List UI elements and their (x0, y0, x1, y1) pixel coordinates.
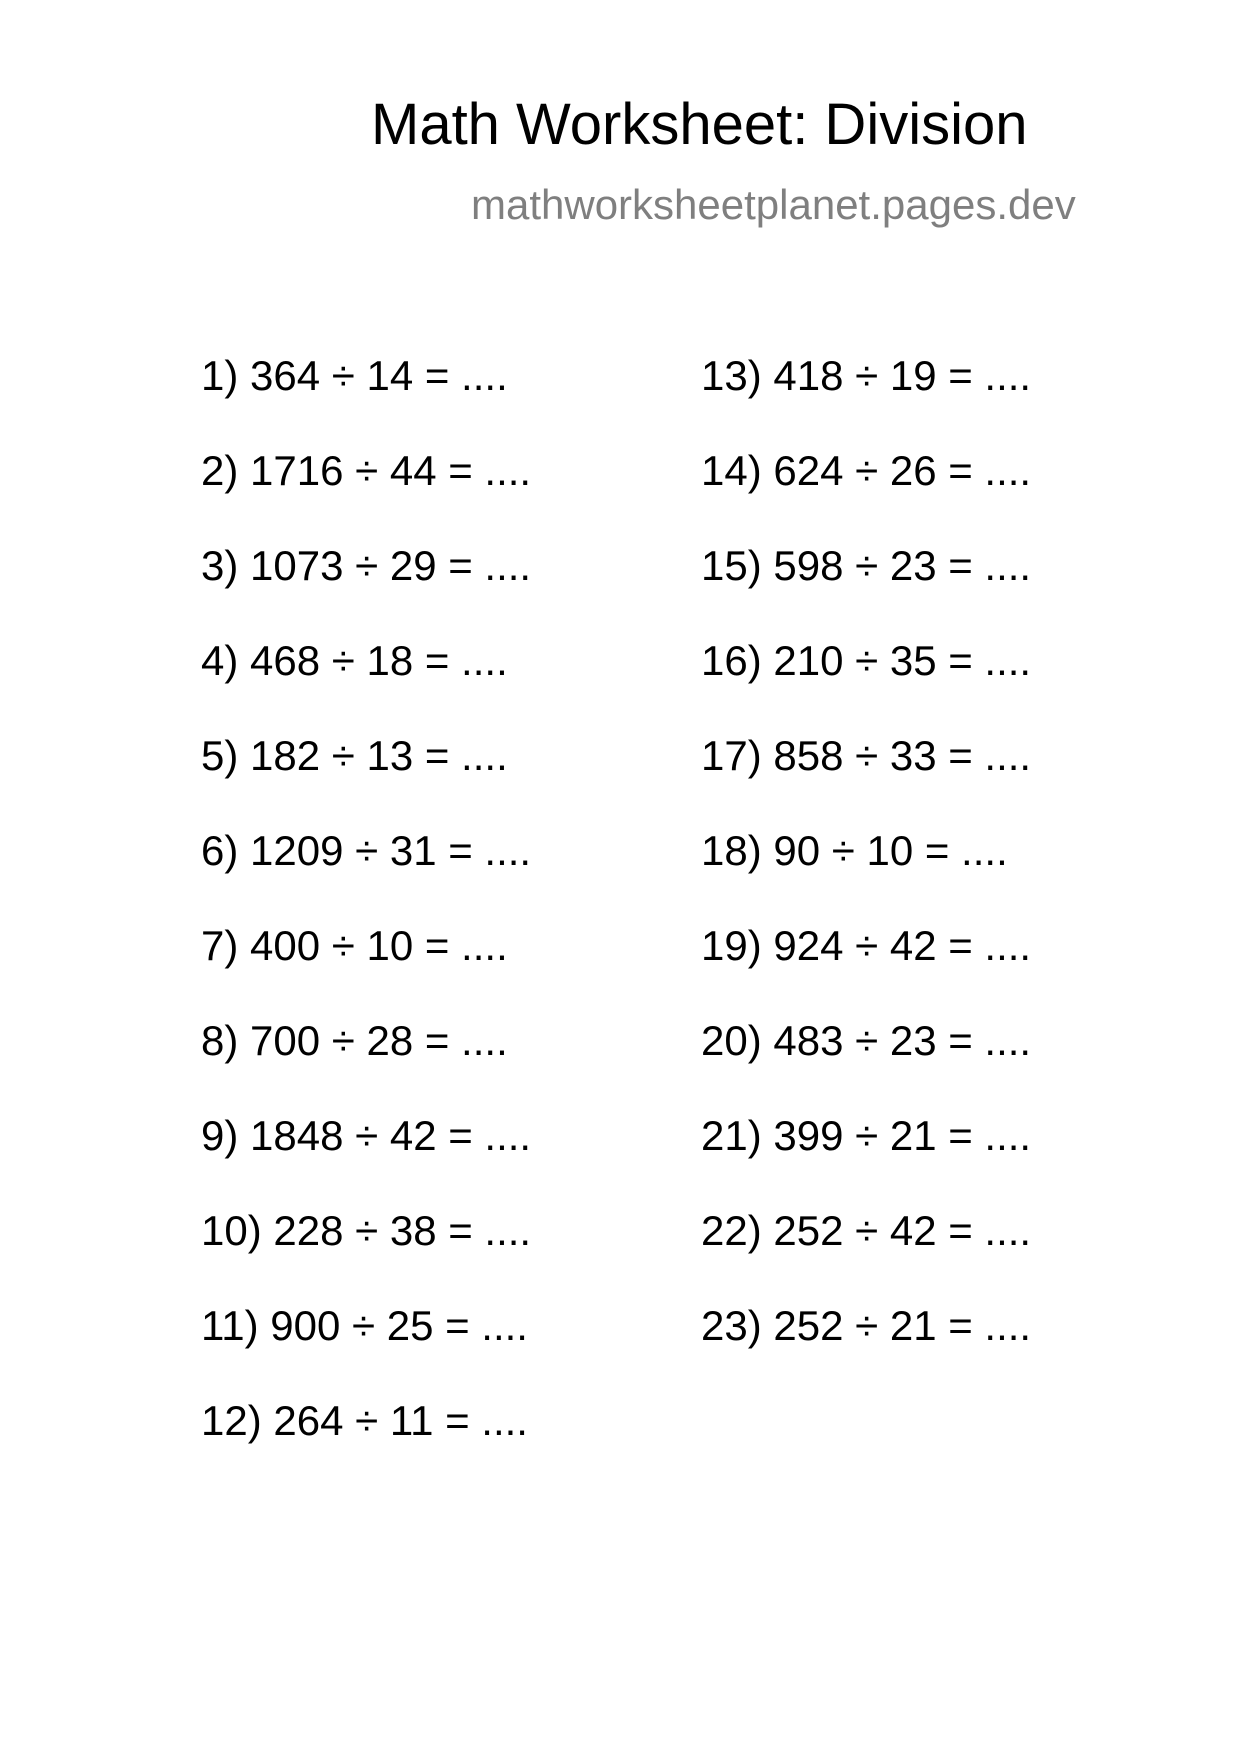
problem-6: 6) 1209 ÷ 31 = .... (201, 827, 532, 874)
problems-column-right (701, 352, 1032, 1400)
problem-3: 3) 1073 ÷ 29 = .... (201, 542, 532, 589)
problems-column-left (201, 352, 532, 1495)
problem-19: 19) 924 ÷ 42 = .... (701, 922, 1032, 969)
problem-22: 22) 252 ÷ 42 = .... (701, 1207, 1032, 1254)
problem-4: 4) 468 ÷ 18 = .... (201, 637, 508, 684)
problem-5: 5) 182 ÷ 13 = .... (201, 732, 508, 779)
problem-18: 18) 90 ÷ 10 = .... (701, 827, 1008, 874)
website-url: mathworksheetplanet.pages.dev (471, 181, 1076, 228)
problem-14: 14) 624 ÷ 26 = .... (701, 447, 1032, 494)
problem-11: 11) 900 ÷ 25 = .... (201, 1302, 528, 1349)
problem-1: 1) 364 ÷ 14 = .... (201, 352, 508, 399)
problem-16: 16) 210 ÷ 35 = .... (701, 637, 1032, 684)
problem-12: 12) 264 ÷ 11 = .... (201, 1397, 528, 1444)
problem-21: 21) 399 ÷ 21 = .... (701, 1112, 1032, 1159)
problem-13: 13) 418 ÷ 19 = .... (701, 352, 1032, 399)
problem-20: 20) 483 ÷ 23 = .... (701, 1017, 1032, 1064)
problem-23: 23) 252 ÷ 21 = .... (701, 1302, 1032, 1349)
worksheet-title: Math Worksheet: Division (371, 92, 1028, 157)
problem-2: 2) 1716 ÷ 44 = .... (201, 447, 532, 494)
problem-15: 15) 598 ÷ 23 = .... (701, 542, 1032, 589)
problem-7: 7) 400 ÷ 10 = .... (201, 922, 508, 969)
problem-8: 8) 700 ÷ 28 = .... (201, 1017, 508, 1064)
problem-17: 17) 858 ÷ 33 = .... (701, 732, 1032, 779)
problem-10: 10) 228 ÷ 38 = .... (201, 1207, 532, 1254)
problem-9: 9) 1848 ÷ 42 = .... (201, 1112, 532, 1159)
